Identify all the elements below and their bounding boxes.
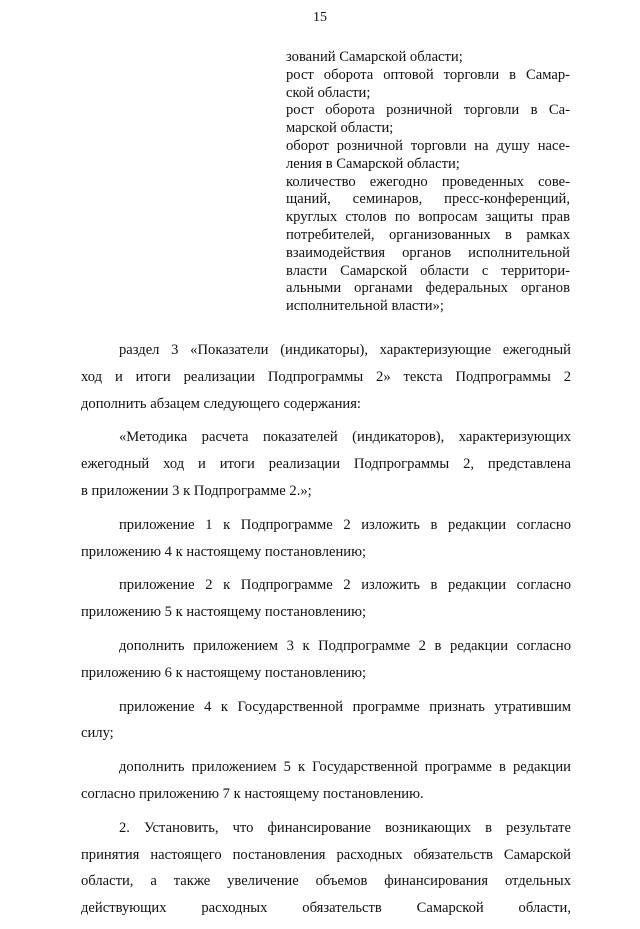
right-block-line: рост оборота оптовой торговли в Самар-: [286, 66, 570, 83]
paragraph-line: области, а также увеличение объемов финансирования отдельных: [81, 873, 571, 890]
paragraph-line: приложение 1 к Подпрограмме 2 изложить в редакции согласно: [119, 516, 571, 533]
document-body: [81, 337, 571, 929]
paragraph: [81, 694, 571, 748]
right-block-line: круглых столов по вопросам защиты прав: [286, 209, 570, 226]
paragraph-line: согласно приложению 7 к настоящему постановлению.: [81, 785, 424, 802]
paragraph: [81, 424, 571, 504]
right-block-line: исполнительной власти»;: [286, 298, 444, 315]
right-block-line: ской области;: [286, 84, 371, 101]
paragraph: [81, 815, 571, 922]
paragraph-line: приложению 4 к настоящему постановлению;: [81, 543, 367, 560]
paragraph-line: приложение 2 к Подпрограмме 2 изложить в редакции согласно: [119, 577, 571, 594]
paragraph-line: ежегодный ход и итоги реализации Подпрограммы 2, представлена: [81, 456, 571, 473]
paragraph-line: в приложении 3 к Подпрограмме 2.»;: [81, 482, 312, 499]
paragraph: [81, 633, 571, 687]
paragraph-line: ход и итоги реализации Подпрограммы 2» текста Подпрограммы 2: [81, 368, 571, 385]
amendment-list-continuation: [286, 49, 570, 316]
paragraph-line: приложению 6 к настоящему постановлению;: [81, 664, 367, 681]
paragraph: [81, 754, 571, 808]
paragraph: [81, 572, 571, 626]
paragraph: [81, 512, 571, 566]
paragraph-line: раздел 3 «Показатели (индикаторы), характеризующие ежегодный: [119, 342, 571, 358]
right-block-line: альными органами федеральных органов: [286, 280, 570, 297]
paragraph-line: приложение 4 к Государственной программе признать утратившим: [119, 698, 571, 715]
right-block-line: потребителей, организованных в рамках: [286, 226, 570, 243]
right-block-line: ления в Самарской области;: [286, 155, 460, 172]
right-block-line: марской области;: [286, 120, 394, 137]
right-block-line: зований Самарской области;: [286, 49, 463, 65]
paragraph-line: действующих расходных обязательств Самарской области,: [81, 900, 571, 917]
paragraph-line: «Методика расчета показателей (индикаторов), характеризующих: [119, 429, 571, 446]
right-block-line: оборот розничной торговли на душу насе-: [286, 137, 570, 154]
paragraph-line: дополнить приложением 3 к Подпрограмме 2 в редакции согласно: [119, 637, 571, 654]
page-number: 15: [313, 10, 327, 25]
right-block-line: щаний, семинаров, пресс-конференций,: [286, 191, 570, 208]
paragraph-line: принятия настоящего постановления расходных обязательств Самарской: [81, 846, 571, 863]
right-block-line: количество ежегодно проведенных сове-: [286, 173, 570, 190]
paragraph-line: приложению 5 к настоящему постановлению;: [81, 604, 367, 621]
paragraph: [81, 337, 571, 417]
right-block-line: власти Самарской области с территори-: [286, 262, 570, 279]
paragraph-line: 2. Установить, что финансирование возникающих в результате: [119, 819, 571, 836]
paragraph-line: силу;: [81, 725, 114, 742]
paragraph-line: дополнить приложением 5 к Государственной программе в редакции: [119, 759, 571, 776]
right-block-line: взаимодействия органов исполнительной: [286, 244, 570, 261]
paragraph-line: дополнить абзацем следующего содержания:: [81, 395, 361, 412]
right-block-line: рост оборота розничной торговли в Са-: [286, 102, 570, 119]
